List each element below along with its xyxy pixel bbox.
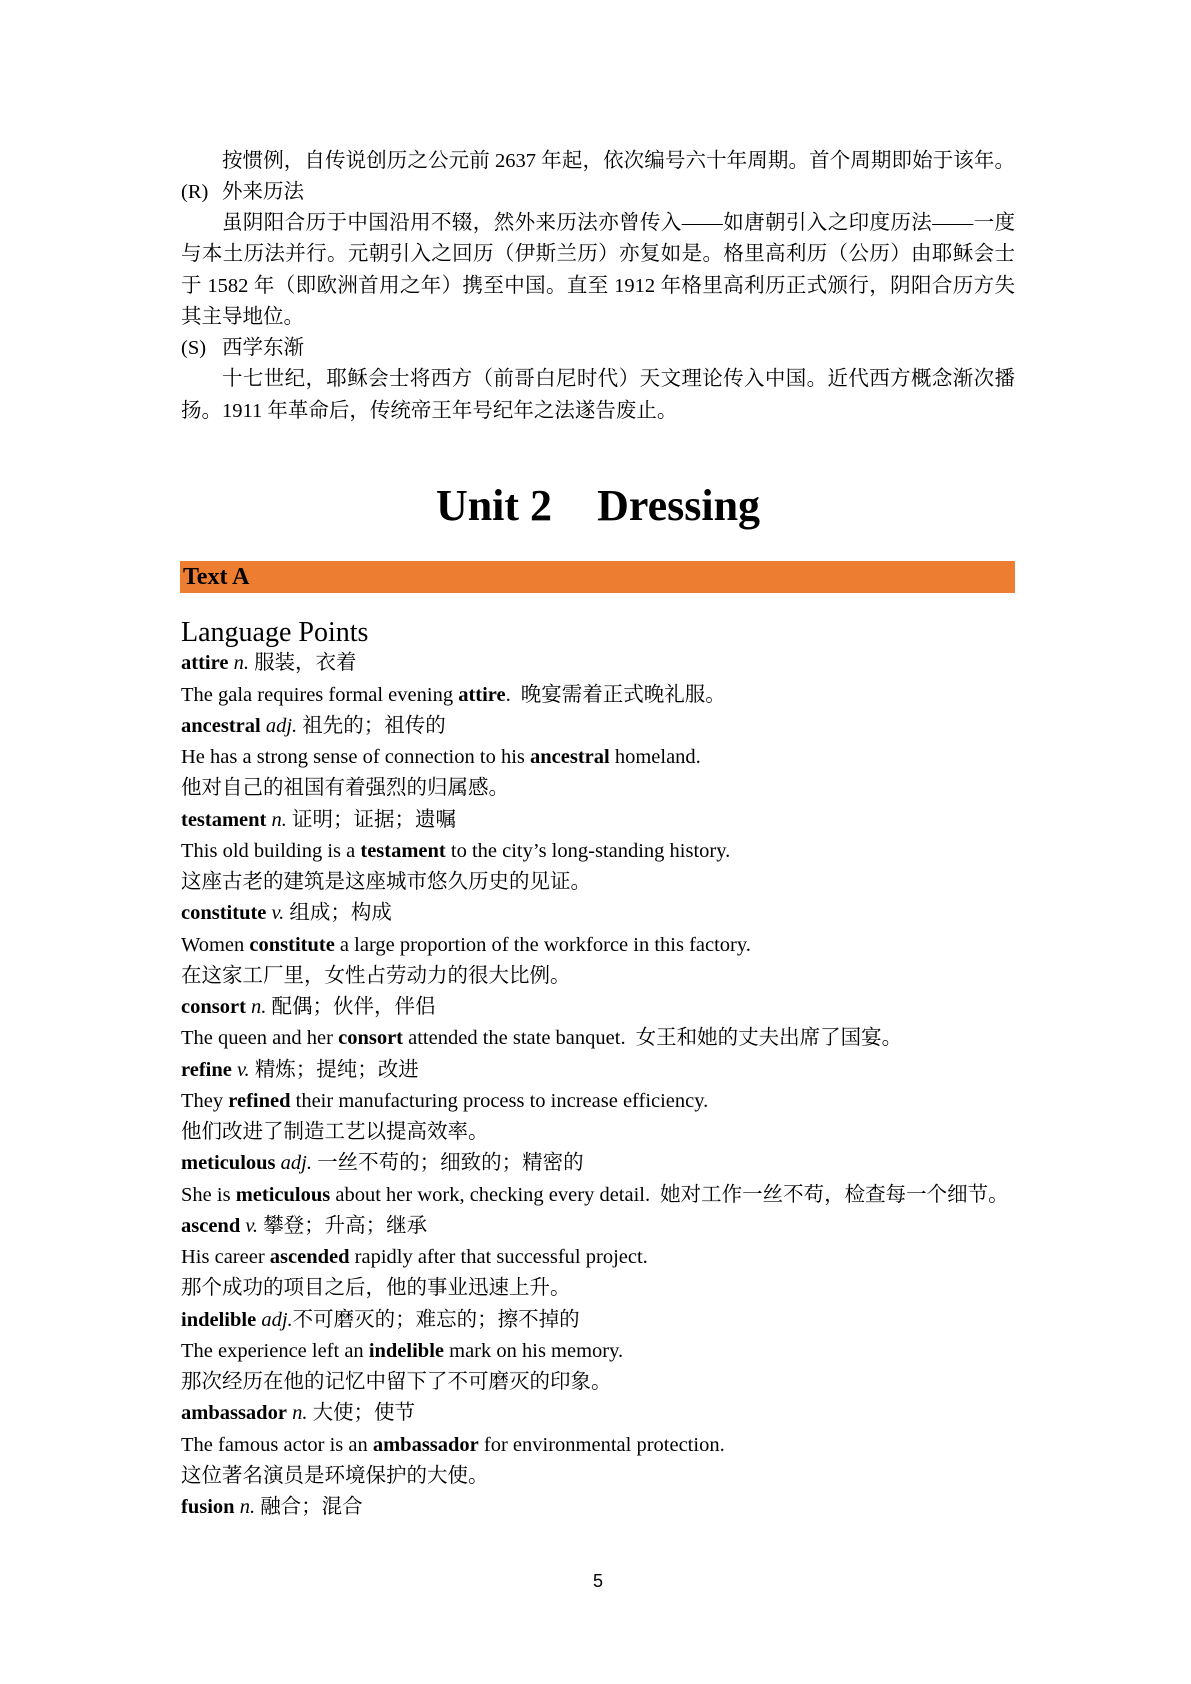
headword: constitute [181, 902, 267, 925]
example-text: a large proportion of the workforce in this factory. [334, 933, 751, 956]
example-keyword: testament [360, 839, 446, 862]
paragraph-line: 十七世纪，耶稣会士将西方（前哥白尼时代）天文理论传入中国。近代西方概念渐次播 [222, 368, 1015, 391]
part-of-speech: v. [271, 902, 285, 925]
headword: indelible [181, 1308, 257, 1331]
paragraph-line: 虽阴阳合历于中国沿用不辍，然外来历法亦曾传入——如唐朝引入之印度历法——一度 [222, 212, 1015, 234]
example-keyword: attire [458, 683, 506, 706]
example-keyword: constitute [249, 933, 335, 956]
example-keyword: indelible [368, 1339, 444, 1362]
entry-headword-line [181, 1055, 1015, 1086]
example-text: . [505, 683, 511, 706]
unit-number: Unit 2 [435, 481, 553, 530]
definition: 融合；混合 [260, 1496, 363, 1518]
example-keyword: refined [228, 1089, 291, 1112]
example-keyword: ambassador [372, 1433, 479, 1456]
example-sentence [181, 1336, 1015, 1367]
example-translation: 在这家工厂里，女性占劳动力的很大比例。 [181, 964, 571, 987]
entry-headword-line [181, 711, 1015, 742]
example-translation: 她对工作一丝不苟，检查每一个细节。 [660, 1183, 1009, 1206]
example-translation: 那个成功的项目之后，他的事业迅速上升。 [181, 1277, 571, 1300]
definition: 精炼；提纯；改进 [254, 1058, 419, 1081]
example-text: to the city’s long-standing history. [445, 839, 731, 862]
definition: 一丝不苟的；细致的；精密的 [317, 1152, 584, 1175]
text-a-banner [180, 561, 1015, 594]
example-sentence [181, 1180, 1015, 1211]
intro-section [181, 146, 1015, 427]
example-translation: 这座古老的建筑是这座城市悠久历史的见证。 [181, 871, 591, 893]
headword: fusion [181, 1496, 235, 1518]
example-translation: 那次经历在他的记忆中留下了不可磨灭的印象。 [181, 1371, 612, 1393]
part-of-speech: adj. [265, 714, 298, 737]
example-text: their manufacturing process to increase efficiency. [290, 1089, 709, 1112]
example-keyword: consort [338, 1027, 403, 1050]
entry-headword-line [181, 1305, 1015, 1336]
example-translation: 女王和她的丈夫出席了国宴。 [635, 1027, 903, 1050]
example-text: This old building is a [181, 839, 361, 862]
part-of-speech: n. [233, 652, 249, 675]
paragraph-line: 按惯例，自传说创历之公元前 2637 年起，依次编号六十年周期。首个周期即始于该年。 [222, 149, 1015, 172]
example-text: The gala requires formal evening [181, 683, 459, 706]
example-translation: 他们改进了制造工艺以提高效率。 [181, 1121, 489, 1143]
example-sentence [181, 742, 1015, 773]
headword: meticulous [181, 1152, 276, 1175]
headword: testament [181, 808, 267, 831]
entry-headword-line [181, 898, 1015, 929]
definition: 大使；使节 [312, 1402, 416, 1425]
part-of-speech: n. [239, 1496, 256, 1518]
definition: 攀登；升高；继承 [263, 1214, 428, 1237]
language-points [181, 617, 1015, 1523]
example-text: Women [181, 933, 250, 956]
example-text: He has a strong sense of connection to his [181, 746, 530, 768]
example-keyword: meticulous [235, 1183, 331, 1206]
section-heading-r [181, 177, 1015, 208]
example-sentence [181, 680, 1015, 711]
example-sentence [181, 836, 1015, 867]
example-sentence [181, 1023, 1015, 1054]
section-title: 西学东渐 [222, 337, 304, 359]
headword: ambassador [181, 1402, 287, 1425]
part-of-speech: adj. [261, 1308, 293, 1331]
example-keyword: ascended [269, 1246, 350, 1268]
entry-headword-line [181, 1148, 1015, 1179]
example-sentence [181, 1086, 1015, 1117]
example-text: She is [181, 1183, 236, 1206]
paragraph-line: 与本土历法并行。元朝引入之回历（伊斯兰历）亦复如是。格里高利历（公历）由耶稣会士 [181, 243, 1015, 266]
part-of-speech: adj. [280, 1152, 312, 1175]
example-translation: 这位著名演员是环境保护的大使。 [181, 1464, 489, 1487]
definition: 配偶；伙伴，伴侣 [271, 996, 436, 1018]
definition: 服装，衣着 [254, 652, 357, 675]
example-keyword: ancestral [530, 746, 610, 768]
example-text: His career [181, 1246, 270, 1268]
example-text: attended the state banquet. [403, 1027, 626, 1050]
language-points-heading: Language Points [181, 617, 369, 648]
section-label: (R) [181, 180, 209, 203]
section-label: (S) [181, 337, 207, 359]
entry-headword-line [181, 1492, 1015, 1523]
entry-headword-line [181, 992, 1015, 1023]
headword: refine [181, 1058, 232, 1081]
headword: attire [181, 652, 229, 675]
part-of-speech: n. [271, 808, 287, 831]
section-title: 外来历法 [222, 180, 304, 203]
example-text: The queen and her [181, 1027, 339, 1050]
example-translation: 晚宴需着正式晚礼服。 [520, 683, 726, 706]
example-sentence [181, 1430, 1015, 1461]
entry-headword-line [181, 805, 1015, 836]
example-text: homeland. [609, 746, 701, 768]
definition: 组成；构成 [289, 902, 392, 925]
example-text: for environmental protection. [478, 1433, 725, 1456]
definition: 证明；证据；遗嘱 [292, 808, 457, 831]
part-of-speech: v. [236, 1058, 250, 1081]
headword: ancestral [181, 714, 261, 737]
unit-name: Dressing [597, 481, 761, 530]
example-sentence [181, 930, 1015, 961]
example-text: rapidly after that successful project. [349, 1246, 648, 1268]
unit-title [181, 476, 1015, 536]
example-text: The famous actor is an [181, 1433, 373, 1456]
paragraph-line: 于 1582 年（即欧洲首用之年）携至中国。直至 1912 年格里高利历正式颁行，阴阳合历方失 [181, 274, 1015, 297]
page-number: 5 [592, 1571, 603, 1591]
entry-headword-line [181, 1398, 1015, 1429]
example-translation: 他对自己的祖国有着强烈的归属感。 [181, 777, 509, 800]
section-heading-s [181, 333, 1015, 364]
definition: 祖先的；祖传的 [302, 714, 446, 737]
part-of-speech: n. [251, 996, 267, 1018]
part-of-speech: n. [292, 1402, 308, 1425]
example-text: They [181, 1089, 229, 1112]
paragraph-line: 扬。1911 年革命后，传统帝王年号纪年之法遂告废止。 [181, 399, 678, 422]
example-sentence [181, 1242, 1015, 1273]
banner-label: Text A [183, 563, 250, 590]
example-text: about her work, checking every detail. [330, 1183, 651, 1206]
headword: consort [181, 996, 246, 1018]
part-of-speech: v. [245, 1214, 259, 1237]
definition: 不可磨灭的；难忘的；擦不掉的 [292, 1308, 580, 1331]
entry-headword-line [181, 648, 1015, 679]
headword: ascend [181, 1214, 241, 1237]
entry-headword-line [181, 1211, 1015, 1242]
example-text: The experience left an [181, 1339, 369, 1362]
example-text: mark on his memory. [444, 1339, 624, 1362]
paragraph-line: 其主导地位。 [181, 305, 304, 328]
